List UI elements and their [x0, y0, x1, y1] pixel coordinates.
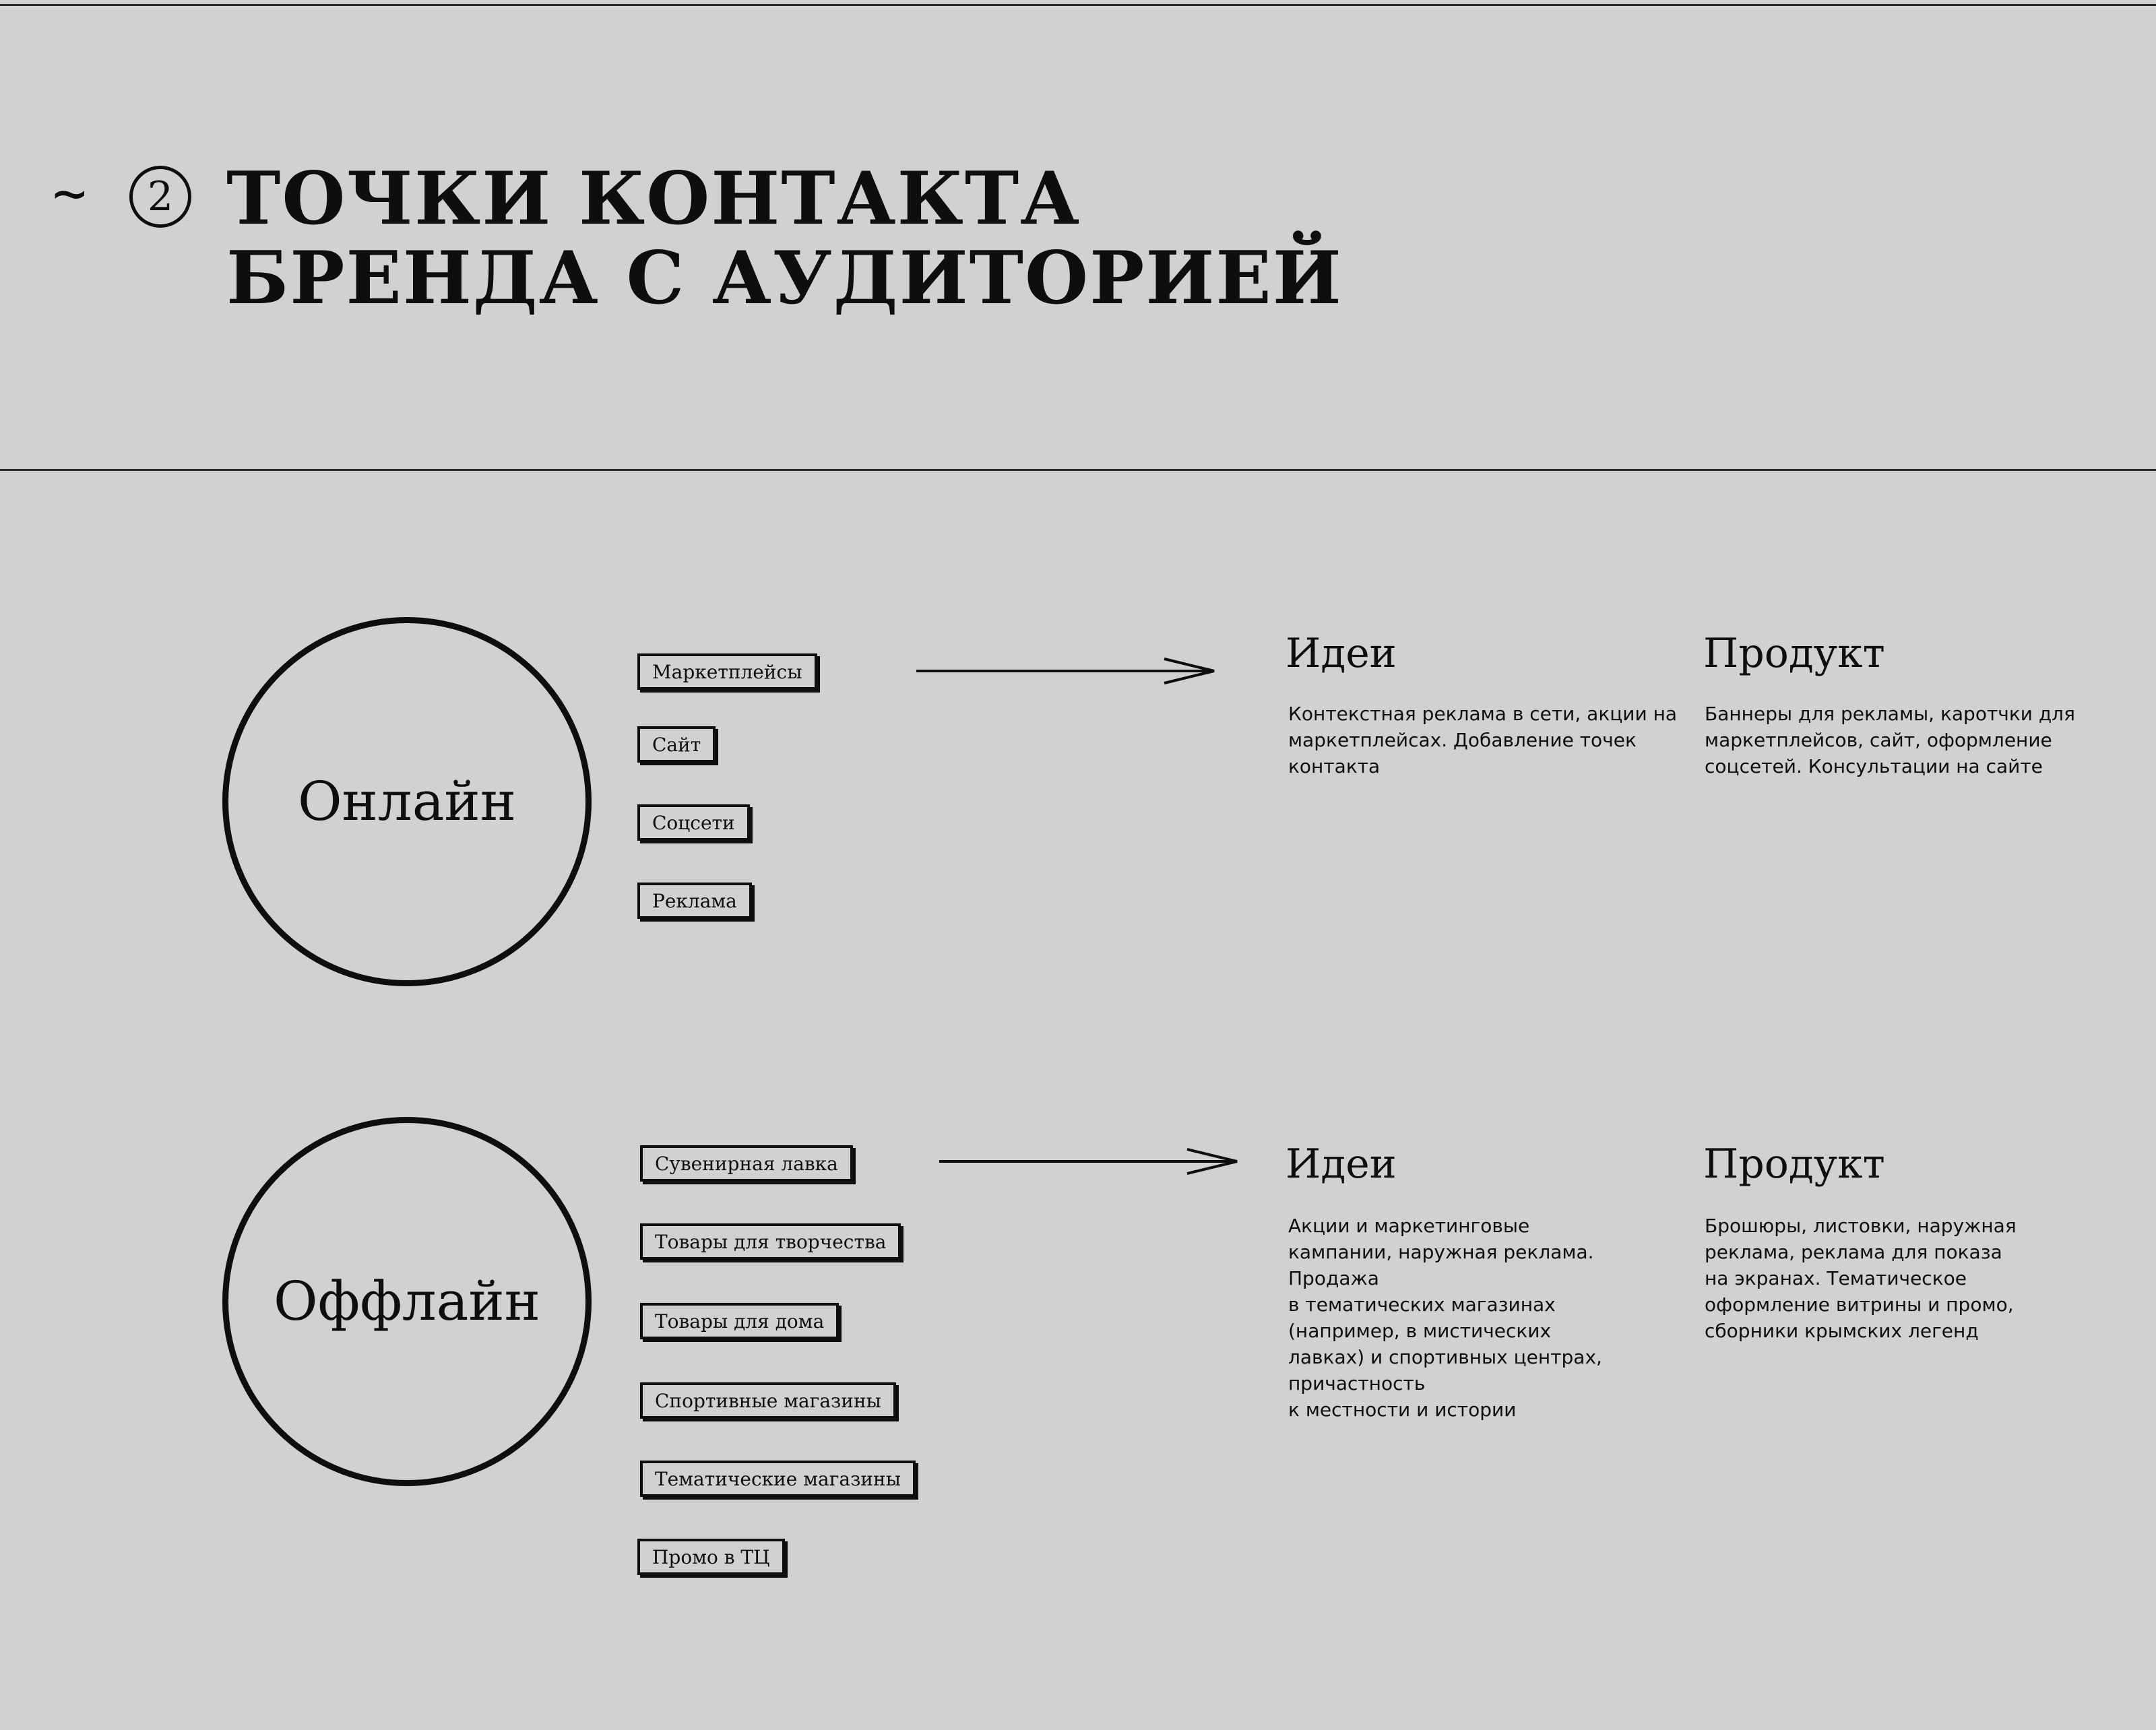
offline-tag-craft-goods: Товары для творчества: [640, 1223, 901, 1260]
offline-ideas-line: (например, в мистических: [1288, 1320, 1552, 1342]
offline-product-line: реклама, реклама для показа: [1705, 1241, 2002, 1263]
offline-label: Оффлайн: [274, 1270, 540, 1333]
page-title-line-1: ТОЧКИ КОНТАКТА: [226, 156, 1081, 241]
online-label: Онлайн: [297, 770, 517, 833]
online-product-text: [1705, 701, 2095, 779]
offline-ideas-line: Акции и маркетинговые: [1288, 1215, 1530, 1237]
online-arrow-icon: [915, 651, 1225, 691]
offline-ideas-line: Продажа: [1288, 1267, 1379, 1289]
online-tag-site: Сайт: [637, 726, 716, 763]
offline-product-text: [1705, 1213, 2095, 1344]
offline-tag-mall-promo: Промо в ТЦ: [637, 1539, 785, 1575]
offline-ideas-line: в тематических магазинах: [1288, 1293, 1556, 1316]
offline-tag-sports-stores: Спортивные магазины: [640, 1382, 896, 1419]
online-ideas-heading: Идеи: [1286, 630, 1397, 677]
offline-ideas-heading: Идеи: [1286, 1141, 1397, 1188]
online-product-line: соцсетей. Консультации на сайте: [1705, 755, 2043, 777]
offline-product-line: сборники крымских легенд: [1705, 1320, 1979, 1342]
section-number-badge: [129, 166, 191, 228]
offline-circle: [222, 1117, 592, 1486]
online-product-line: Баннеры для рекламы, каротчки для: [1705, 703, 2075, 725]
offline-ideas-line: лавках) и спортивных центрах,: [1288, 1346, 1602, 1368]
tilde-mark: ~: [53, 160, 87, 226]
offline-tag-home-goods: Товары для дома: [640, 1303, 839, 1339]
page-title: [226, 156, 1343, 321]
online-ideas-line: маркетплейсах. Добавление точек: [1288, 729, 1637, 751]
online-tag-marketplaces: Маркетплейсы: [637, 653, 817, 690]
online-ideas-text: [1288, 701, 1679, 779]
offline-ideas-text: [1288, 1213, 1679, 1423]
offline-ideas-line: к местности и истории: [1288, 1399, 1517, 1421]
offline-product-line: на экранах. Тематическое: [1705, 1267, 1967, 1289]
offline-ideas-line: причастность: [1288, 1372, 1426, 1395]
offline-tag-souvenir-shop: Сувенирная лавка: [640, 1145, 853, 1182]
section-number: 2: [147, 173, 174, 220]
offline-product-line: оформление витрины и промо,: [1705, 1293, 2014, 1316]
offline-product-line: Брошюры, листовки, наружная: [1705, 1215, 2017, 1237]
offline-ideas-line: кампании, наружная реклама.: [1288, 1241, 1594, 1263]
online-tag-ads: Реклама: [637, 883, 752, 919]
offline-arrow-icon: [938, 1141, 1248, 1182]
online-product-heading: Продукт: [1703, 630, 1885, 677]
header-divider: [0, 469, 2156, 471]
offline-tag-themed-stores: Тематические магазины: [640, 1461, 916, 1497]
offline-product-heading: Продукт: [1703, 1141, 1885, 1188]
online-ideas-line: Контекстная реклама в сети, акции на: [1288, 703, 1678, 725]
top-rule: [0, 4, 2156, 6]
online-product-line: маркетплейсов, сайт, оформление: [1705, 729, 2052, 751]
online-ideas-line: контакта: [1288, 755, 1381, 777]
online-tag-socials: Соцсети: [637, 804, 750, 841]
online-circle: [222, 617, 592, 986]
page-title-line-2: БРЕНДА С АУДИТОРИЕЙ: [226, 236, 1343, 321]
